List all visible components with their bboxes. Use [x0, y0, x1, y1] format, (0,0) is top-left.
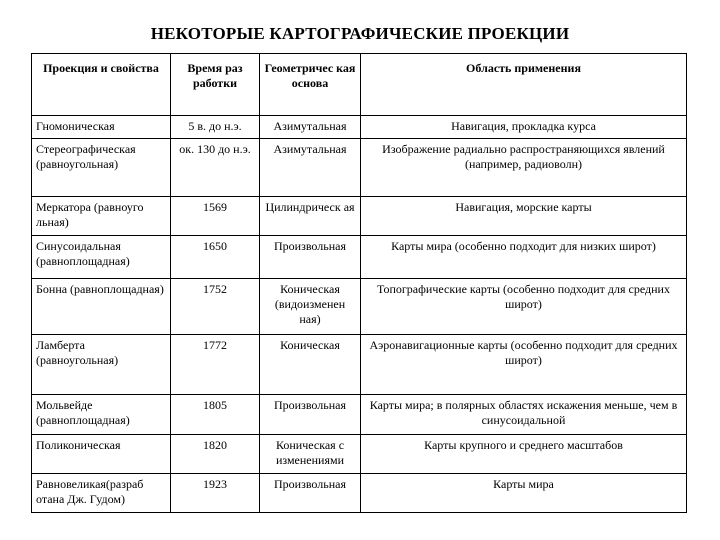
cell-projection: Стереографическая (равноугольная) [32, 139, 171, 197]
cell-application: Карты мира [361, 474, 687, 513]
cell-time: 5 в. до н.э. [171, 116, 260, 139]
cell-projection: Поликоническая [32, 435, 171, 474]
cell-geometry: Цилиндрическ ая [260, 197, 361, 236]
cell-geometry: Произвольная [260, 395, 361, 435]
header-projection: Проекция и свойства [32, 54, 171, 116]
cell-time: ок. 130 до н.э. [171, 139, 260, 197]
table-row [32, 139, 687, 197]
cell-projection: Меркатора (равноуго льная) [32, 197, 171, 236]
cell-application: Карты мира; в полярных областях искажения меньше, чем в синусоидальной [361, 395, 687, 435]
table-row [32, 335, 687, 395]
cell-geometry: Произвольная [260, 236, 361, 279]
cell-application: Изображение радиально распространяющихся явлений (например, радиоволн) [361, 139, 687, 197]
cell-projection: Мольвейде (равноплощадная) [32, 395, 171, 435]
table-row [32, 435, 687, 474]
cell-geometry: Азимутальная [260, 116, 361, 139]
cell-time: 1820 [171, 435, 260, 474]
table-row [32, 116, 687, 139]
page-title: НЕКОТОРЫЕ КАРТОГРАФИЧЕСКИЕ ПРОЕКЦИИ [150, 24, 570, 43]
table-row [32, 395, 687, 435]
cell-geometry: Произвольная [260, 474, 361, 513]
cell-time: 1650 [171, 236, 260, 279]
cell-geometry: Коническая (видоизменен ная) [260, 279, 361, 335]
cell-application: Карты мира (особенно подходит для низких широт) [361, 236, 687, 279]
cell-projection: Бонна (равноплощадная) [32, 279, 171, 335]
cell-application: Топографические карты (особенно подходит для средних широт) [361, 279, 687, 335]
cell-time: 1923 [171, 474, 260, 513]
cell-projection: Синусоидальная (равноплощадная) [32, 236, 171, 279]
cell-projection: Равновеликая(разраб отана Дж. Гудом) [32, 474, 171, 513]
header-geometry: Геометричес кая основа [260, 54, 361, 116]
table-header-row [32, 54, 687, 116]
cell-time: 1569 [171, 197, 260, 236]
cell-application: Навигация, морские карты [361, 197, 687, 236]
cell-geometry: Коническая [260, 335, 361, 395]
cell-time: 1752 [171, 279, 260, 335]
header-time: Время раз работки [171, 54, 260, 116]
cell-geometry: Азимутальная [260, 139, 361, 197]
cell-projection: Ламберта (равноугольная) [32, 335, 171, 395]
header-application: Область применения [361, 54, 687, 116]
cell-time: 1772 [171, 335, 260, 395]
table-row [32, 279, 687, 335]
cell-time: 1805 [171, 395, 260, 435]
cell-geometry: Коническая с изменениями [260, 435, 361, 474]
table-row [32, 474, 687, 513]
projections-table [31, 53, 687, 513]
cell-application: Карты крупного и среднего масштабов [361, 435, 687, 474]
cell-projection: Гномоническая [32, 116, 171, 139]
cell-application: Навигация, прокладка курса [361, 116, 687, 139]
table-row [32, 236, 687, 279]
cell-application: Аэронавигационные карты (особенно подходит для средних широт) [361, 335, 687, 395]
table-row [32, 197, 687, 236]
